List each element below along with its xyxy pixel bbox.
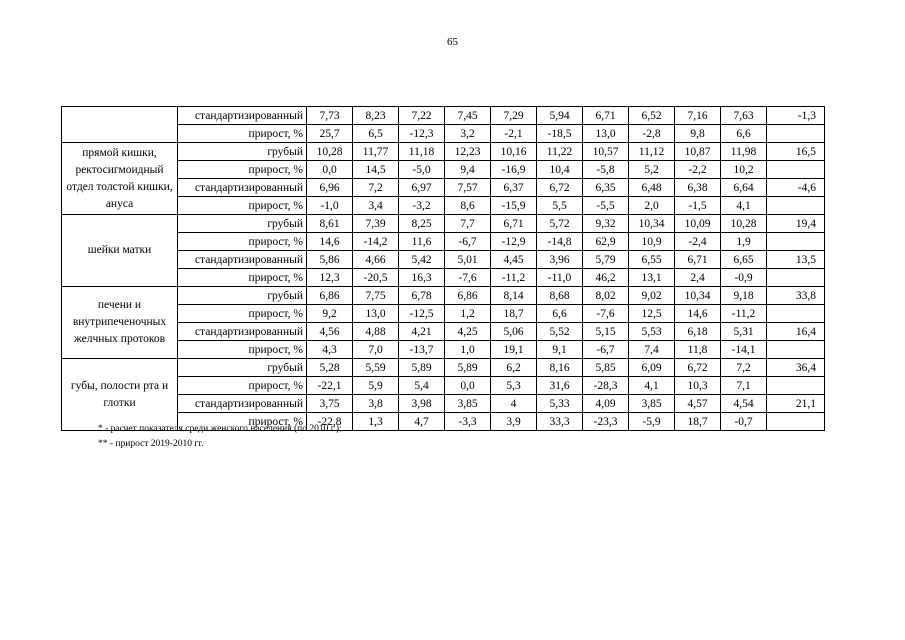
growth-total-cell: [767, 305, 825, 323]
value-cell: 3,85: [629, 395, 675, 413]
value-cell: 4,1: [629, 377, 675, 395]
value-cell: -1,0: [307, 197, 353, 215]
value-cell: 5,4: [399, 377, 445, 395]
value-cell: -2,1: [491, 125, 537, 143]
value-cell: 4,25: [445, 323, 491, 341]
growth-total-cell: 16,5: [767, 143, 825, 161]
indicator-cell: грубый: [178, 143, 307, 161]
value-cell: 7,16: [675, 107, 721, 125]
value-cell: 6,72: [675, 359, 721, 377]
value-cell: 8,14: [491, 287, 537, 305]
value-cell: 12,5: [629, 305, 675, 323]
growth-total-cell: 36,4: [767, 359, 825, 377]
value-cell: 10,4: [537, 161, 583, 179]
value-cell: -11,2: [721, 305, 767, 323]
growth-total-cell: [767, 413, 825, 431]
value-cell: 5,89: [445, 359, 491, 377]
value-cell: -0,7: [721, 413, 767, 431]
value-cell: 62,9: [583, 233, 629, 251]
growth-total-cell: [767, 269, 825, 287]
value-cell: 14,5: [353, 161, 399, 179]
value-cell: 1,3: [353, 413, 399, 431]
value-cell: 5,15: [583, 323, 629, 341]
value-cell: 9,32: [583, 215, 629, 233]
value-cell: 7,57: [445, 179, 491, 197]
value-cell: 5,59: [353, 359, 399, 377]
value-cell: -2,8: [629, 125, 675, 143]
value-cell: 7,63: [721, 107, 767, 125]
value-cell: 12,3: [307, 269, 353, 287]
indicator-cell: грубый: [178, 287, 307, 305]
value-cell: -5,5: [583, 197, 629, 215]
indicator-cell: стандартизированный: [178, 323, 307, 341]
value-cell: 6,78: [399, 287, 445, 305]
value-cell: 13,0: [583, 125, 629, 143]
value-cell: 9,8: [675, 125, 721, 143]
indicator-cell: стандартизированный: [178, 179, 307, 197]
table-row: [62, 359, 825, 377]
value-cell: 6,86: [445, 287, 491, 305]
value-cell: 8,02: [583, 287, 629, 305]
indicator-cell: прирост, %: [178, 233, 307, 251]
indicator-cell: грубый: [178, 359, 307, 377]
value-cell: 5,86: [307, 251, 353, 269]
value-cell: 6,6: [537, 305, 583, 323]
value-cell: 6,55: [629, 251, 675, 269]
indicator-cell: стандартизированный: [178, 251, 307, 269]
page-number: 65: [447, 36, 458, 48]
growth-total-cell: [767, 377, 825, 395]
value-cell: 5,52: [537, 323, 583, 341]
table-row: [62, 287, 825, 305]
value-cell: 46,2: [583, 269, 629, 287]
growth-total-cell: [767, 125, 825, 143]
value-cell: -6,7: [583, 341, 629, 359]
value-cell: 5,72: [537, 215, 583, 233]
value-cell: 11,8: [675, 341, 721, 359]
value-cell: 11,6: [399, 233, 445, 251]
value-cell: -2,2: [675, 161, 721, 179]
value-cell: 4,09: [583, 395, 629, 413]
value-cell: 9,18: [721, 287, 767, 305]
value-cell: 4,45: [491, 251, 537, 269]
value-cell: 2,0: [629, 197, 675, 215]
value-cell: 7,73: [307, 107, 353, 125]
value-cell: -14,1: [721, 341, 767, 359]
value-cell: 5,9: [353, 377, 399, 395]
value-cell: -22,1: [307, 377, 353, 395]
indicator-cell: прирост, %: [178, 125, 307, 143]
growth-total-cell: 21,1: [767, 395, 825, 413]
growth-total-cell: [767, 197, 825, 215]
growth-total-cell: 13,5: [767, 251, 825, 269]
value-cell: -3,3: [445, 413, 491, 431]
footnote: * - расчет показателя среди женского населения (по 2010 г.);: [98, 424, 342, 434]
value-cell: 31,6: [537, 377, 583, 395]
indicator-cell: стандартизированный: [178, 395, 307, 413]
table-row: [62, 107, 825, 125]
value-cell: 7,2: [721, 359, 767, 377]
value-cell: 6,5: [353, 125, 399, 143]
value-cell: 10,09: [675, 215, 721, 233]
value-cell: 5,94: [537, 107, 583, 125]
value-cell: 12,23: [445, 143, 491, 161]
value-cell: -12,9: [491, 233, 537, 251]
value-cell: 10,16: [491, 143, 537, 161]
value-cell: 4,57: [675, 395, 721, 413]
indicator-cell: прирост, %: [178, 161, 307, 179]
value-cell: 10,34: [675, 287, 721, 305]
value-cell: -11,0: [537, 269, 583, 287]
value-cell: 6,52: [629, 107, 675, 125]
value-cell: 5,53: [629, 323, 675, 341]
value-cell: 3,98: [399, 395, 445, 413]
indicator-cell: прирост, %: [178, 269, 307, 287]
value-cell: 6,18: [675, 323, 721, 341]
value-cell: 5,85: [583, 359, 629, 377]
value-cell: 6,96: [307, 179, 353, 197]
value-cell: 6,6: [721, 125, 767, 143]
value-cell: 10,57: [583, 143, 629, 161]
value-cell: -1,5: [675, 197, 721, 215]
indicator-cell: прирост, %: [178, 341, 307, 359]
value-cell: 3,8: [353, 395, 399, 413]
value-cell: 5,5: [537, 197, 583, 215]
incidence-table: [61, 106, 825, 431]
value-cell: 10,34: [629, 215, 675, 233]
value-cell: 1,9: [721, 233, 767, 251]
value-cell: 5,06: [491, 323, 537, 341]
value-cell: 8,61: [307, 215, 353, 233]
value-cell: 5,3: [491, 377, 537, 395]
value-cell: 10,3: [675, 377, 721, 395]
value-cell: 2,4: [675, 269, 721, 287]
value-cell: 11,12: [629, 143, 675, 161]
value-cell: 7,45: [445, 107, 491, 125]
indicator-cell: прирост, %: [178, 197, 307, 215]
value-cell: 10,28: [307, 143, 353, 161]
value-cell: 8,68: [537, 287, 583, 305]
value-cell: -5,8: [583, 161, 629, 179]
value-cell: 16,3: [399, 269, 445, 287]
value-cell: 6,2: [491, 359, 537, 377]
value-cell: 8,23: [353, 107, 399, 125]
growth-total-cell: 19,4: [767, 215, 825, 233]
value-cell: 5,01: [445, 251, 491, 269]
value-cell: -15,9: [491, 197, 537, 215]
growth-total-cell: -1,3: [767, 107, 825, 125]
value-cell: 5,31: [721, 323, 767, 341]
value-cell: 0,0: [445, 377, 491, 395]
value-cell: 19,1: [491, 341, 537, 359]
value-cell: 7,0: [353, 341, 399, 359]
value-cell: 5,89: [399, 359, 445, 377]
value-cell: 4,54: [721, 395, 767, 413]
value-cell: 8,25: [399, 215, 445, 233]
indicator-cell: прирост, %: [178, 377, 307, 395]
value-cell: 3,85: [445, 395, 491, 413]
table-body: [62, 107, 825, 431]
indicator-cell: грубый: [178, 215, 307, 233]
indicator-cell: прирост, %: [178, 413, 307, 431]
value-cell: 6,86: [307, 287, 353, 305]
value-cell: 4,66: [353, 251, 399, 269]
value-cell: 0,0: [307, 161, 353, 179]
value-cell: 11,22: [537, 143, 583, 161]
indicator-cell: стандартизированный: [178, 107, 307, 125]
indicator-cell: прирост, %: [178, 305, 307, 323]
value-cell: 6,97: [399, 179, 445, 197]
growth-total-cell: [767, 341, 825, 359]
value-cell: -0,9: [721, 269, 767, 287]
value-cell: -22,8: [307, 413, 353, 431]
growth-total-cell: 33,8: [767, 287, 825, 305]
value-cell: 11,18: [399, 143, 445, 161]
value-cell: 10,87: [675, 143, 721, 161]
value-cell: -18,5: [537, 125, 583, 143]
value-cell: 5,28: [307, 359, 353, 377]
value-cell: 9,2: [307, 305, 353, 323]
value-cell: -3,2: [399, 197, 445, 215]
value-cell: -7,6: [583, 305, 629, 323]
value-cell: 7,4: [629, 341, 675, 359]
value-cell: 4,7: [399, 413, 445, 431]
value-cell: -5,0: [399, 161, 445, 179]
value-cell: 18,7: [491, 305, 537, 323]
value-cell: 9,02: [629, 287, 675, 305]
tumor-site-cell: прямой кишки, ректосигмоидный отдел толстой кишки, ануса: [62, 143, 178, 215]
value-cell: 7,22: [399, 107, 445, 125]
value-cell: 10,9: [629, 233, 675, 251]
value-cell: 5,33: [537, 395, 583, 413]
tumor-site-cell: шейки матки: [62, 215, 178, 287]
value-cell: -13,7: [399, 341, 445, 359]
tumor-site-cell: губы, полости рта и глотки: [62, 359, 178, 431]
value-cell: 6,71: [675, 251, 721, 269]
value-cell: 8,6: [445, 197, 491, 215]
value-cell: 13,0: [353, 305, 399, 323]
value-cell: 6,71: [491, 215, 537, 233]
value-cell: 33,3: [537, 413, 583, 431]
value-cell: 7,7: [445, 215, 491, 233]
value-cell: -12,3: [399, 125, 445, 143]
value-cell: 18,7: [675, 413, 721, 431]
value-cell: 4,1: [721, 197, 767, 215]
value-cell: 6,65: [721, 251, 767, 269]
value-cell: -6,7: [445, 233, 491, 251]
value-cell: 10,2: [721, 161, 767, 179]
value-cell: 7,2: [353, 179, 399, 197]
value-cell: 6,35: [583, 179, 629, 197]
value-cell: 4,21: [399, 323, 445, 341]
value-cell: 1,2: [445, 305, 491, 323]
value-cell: 10,28: [721, 215, 767, 233]
value-cell: 5,2: [629, 161, 675, 179]
table-row: [62, 143, 825, 161]
table-row: [62, 215, 825, 233]
value-cell: 4,3: [307, 341, 353, 359]
value-cell: 6,48: [629, 179, 675, 197]
value-cell: 14,6: [307, 233, 353, 251]
value-cell: 6,64: [721, 179, 767, 197]
value-cell: -12,5: [399, 305, 445, 323]
value-cell: 6,72: [537, 179, 583, 197]
growth-total-cell: [767, 161, 825, 179]
value-cell: 11,98: [721, 143, 767, 161]
value-cell: 3,9: [491, 413, 537, 431]
value-cell: 6,37: [491, 179, 537, 197]
value-cell: -14,8: [537, 233, 583, 251]
value-cell: 4,56: [307, 323, 353, 341]
value-cell: 13,1: [629, 269, 675, 287]
value-cell: -7,6: [445, 269, 491, 287]
value-cell: 8,16: [537, 359, 583, 377]
value-cell: 7,39: [353, 215, 399, 233]
value-cell: 6,71: [583, 107, 629, 125]
value-cell: -16,9: [491, 161, 537, 179]
value-cell: 14,6: [675, 305, 721, 323]
tumor-site-cell: печени и внутрипеченочных желчных протоков: [62, 287, 178, 359]
value-cell: -11,2: [491, 269, 537, 287]
footnote: ** - прирост 2019-2010 гг.: [98, 439, 204, 449]
growth-total-cell: [767, 233, 825, 251]
value-cell: 9,4: [445, 161, 491, 179]
value-cell: -5,9: [629, 413, 675, 431]
value-cell: -14,2: [353, 233, 399, 251]
growth-total-cell: 16,4: [767, 323, 825, 341]
tumor-site-cell: [62, 107, 178, 143]
value-cell: 3,4: [353, 197, 399, 215]
value-cell: 11,77: [353, 143, 399, 161]
value-cell: 4,88: [353, 323, 399, 341]
value-cell: 5,79: [583, 251, 629, 269]
footnotes: [98, 422, 342, 452]
value-cell: -2,4: [675, 233, 721, 251]
value-cell: 7,1: [721, 377, 767, 395]
value-cell: 7,75: [353, 287, 399, 305]
value-cell: 3,96: [537, 251, 583, 269]
value-cell: 4: [491, 395, 537, 413]
value-cell: -20,5: [353, 269, 399, 287]
value-cell: 6,09: [629, 359, 675, 377]
value-cell: -28,3: [583, 377, 629, 395]
value-cell: 3,75: [307, 395, 353, 413]
value-cell: 3,2: [445, 125, 491, 143]
value-cell: 5,42: [399, 251, 445, 269]
value-cell: 25,7: [307, 125, 353, 143]
value-cell: 6,38: [675, 179, 721, 197]
value-cell: 7,29: [491, 107, 537, 125]
value-cell: 9,1: [537, 341, 583, 359]
value-cell: -23,3: [583, 413, 629, 431]
value-cell: 1,0: [445, 341, 491, 359]
growth-total-cell: -4,6: [767, 179, 825, 197]
